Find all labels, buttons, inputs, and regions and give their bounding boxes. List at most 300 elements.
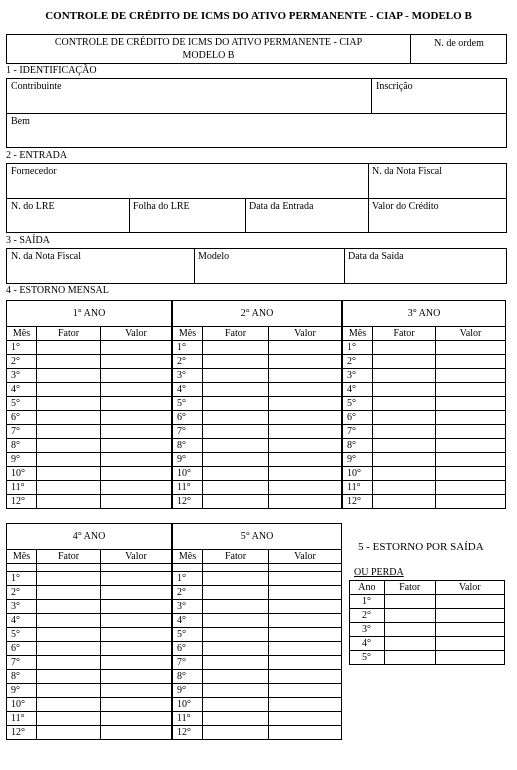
valor-cell[interactable] bbox=[435, 637, 504, 651]
table-row bbox=[7, 369, 172, 383]
fator-cell[interactable] bbox=[373, 481, 436, 495]
valor-cell[interactable] bbox=[101, 355, 172, 369]
fator-cell[interactable] bbox=[37, 341, 101, 355]
month-cell: 9° bbox=[7, 453, 37, 467]
fator-cell[interactable] bbox=[203, 341, 269, 355]
fator-cell[interactable] bbox=[203, 383, 269, 397]
ano-cell: 5° bbox=[350, 651, 385, 665]
month-cell: 5° bbox=[7, 628, 37, 642]
header-title-line1: CONTROLE DE CRÉDITO DE ICMS DO ATIVO PERMANENTE - CIAP bbox=[54, 37, 363, 48]
month-cell: 7° bbox=[173, 656, 203, 670]
col-valor: Valor bbox=[101, 327, 172, 341]
col-fator: Fator bbox=[373, 327, 436, 341]
valor-cell[interactable] bbox=[436, 467, 506, 481]
table-row bbox=[173, 383, 342, 397]
col-divider bbox=[371, 79, 372, 113]
valor-cell[interactable] bbox=[269, 614, 342, 628]
table-row bbox=[7, 726, 172, 740]
month-cell: 8° bbox=[7, 670, 37, 684]
fator-cell[interactable] bbox=[203, 481, 269, 495]
fator-cell[interactable] bbox=[203, 712, 269, 726]
table-row bbox=[7, 572, 172, 586]
table-row bbox=[7, 712, 172, 726]
valor-cell[interactable] bbox=[269, 341, 342, 355]
col-divider bbox=[245, 198, 246, 232]
valor-cell[interactable] bbox=[269, 572, 342, 586]
spacer-cell bbox=[7, 564, 37, 572]
fator-cell[interactable] bbox=[203, 397, 269, 411]
valor-cell[interactable] bbox=[269, 628, 342, 642]
table-row bbox=[343, 425, 506, 439]
fator-cell[interactable] bbox=[37, 642, 101, 656]
valor-cell[interactable] bbox=[435, 651, 504, 665]
valor-cell[interactable] bbox=[269, 600, 342, 614]
valor-cell[interactable] bbox=[269, 397, 342, 411]
table-row bbox=[350, 609, 505, 623]
year-heading: 5° ANO bbox=[173, 524, 342, 550]
fator-cell[interactable] bbox=[373, 495, 436, 509]
month-cell: 5° bbox=[173, 397, 203, 411]
year-heading: 1° ANO bbox=[7, 301, 172, 327]
data-entrada-field[interactable]: Data da Entrada bbox=[249, 201, 314, 212]
fator-cell[interactable] bbox=[37, 369, 101, 383]
fator-cell[interactable] bbox=[384, 595, 435, 609]
identificacao-box bbox=[6, 78, 507, 148]
table-row bbox=[7, 600, 172, 614]
fator-cell[interactable] bbox=[203, 642, 269, 656]
month-cell: 2° bbox=[173, 355, 203, 369]
valor-cell[interactable] bbox=[435, 609, 504, 623]
page-title: CONTROLE DE CRÉDITO DE ICMS DO ATIVO PERMANENTE - CIAP - MODELO B bbox=[45, 10, 472, 22]
fator-cell[interactable] bbox=[37, 614, 101, 628]
month-cell: 12° bbox=[7, 495, 37, 509]
month-cell: 7° bbox=[7, 425, 37, 439]
valor-cell[interactable] bbox=[101, 467, 172, 481]
month-cell: 1° bbox=[343, 341, 373, 355]
valor-cell[interactable] bbox=[101, 712, 172, 726]
fator-cell[interactable] bbox=[37, 397, 101, 411]
valor-cell[interactable] bbox=[101, 341, 172, 355]
table-row bbox=[7, 425, 172, 439]
month-cell: 3° bbox=[173, 369, 203, 383]
month-cell: 6° bbox=[7, 642, 37, 656]
table-row bbox=[7, 439, 172, 453]
fator-cell[interactable] bbox=[37, 383, 101, 397]
contribuinte-field[interactable]: Contribuinte bbox=[11, 81, 62, 92]
valor-cell[interactable] bbox=[436, 481, 506, 495]
col-divider bbox=[194, 249, 195, 283]
valor-cell[interactable] bbox=[269, 453, 342, 467]
valor-cell[interactable] bbox=[101, 628, 172, 642]
col-valor: Valor bbox=[269, 550, 342, 564]
fator-cell[interactable] bbox=[37, 467, 101, 481]
month-cell: 5° bbox=[343, 397, 373, 411]
table-row bbox=[173, 684, 342, 698]
fator-cell[interactable] bbox=[203, 614, 269, 628]
fator-cell[interactable] bbox=[203, 495, 269, 509]
valor-cell[interactable] bbox=[101, 481, 172, 495]
valor-cell[interactable] bbox=[269, 369, 342, 383]
table-row bbox=[343, 383, 506, 397]
month-cell: 12° bbox=[173, 726, 203, 740]
table-row bbox=[343, 341, 506, 355]
valor-cell[interactable] bbox=[269, 684, 342, 698]
table-row bbox=[173, 355, 342, 369]
fator-cell[interactable] bbox=[373, 453, 436, 467]
valor-cell[interactable] bbox=[101, 726, 172, 740]
month-cell: 1° bbox=[7, 341, 37, 355]
fator-cell[interactable] bbox=[373, 397, 436, 411]
fator-cell[interactable] bbox=[373, 411, 436, 425]
table-row bbox=[343, 467, 506, 481]
section-estorno-mensal: 4 - ESTORNO MENSAL bbox=[6, 285, 109, 296]
valor-cell[interactable] bbox=[101, 411, 172, 425]
fator-cell[interactable] bbox=[37, 586, 101, 600]
valor-cell[interactable] bbox=[101, 670, 172, 684]
valor-cell[interactable] bbox=[436, 355, 506, 369]
month-cell: 7° bbox=[173, 425, 203, 439]
valor-cell[interactable] bbox=[436, 425, 506, 439]
table-row bbox=[173, 698, 342, 712]
fator-cell[interactable] bbox=[203, 439, 269, 453]
fator-cell[interactable] bbox=[203, 467, 269, 481]
year-heading: 4° ANO bbox=[7, 524, 172, 550]
entrada-box bbox=[6, 163, 507, 233]
section-perda-line1: 5 - ESTORNO POR SAÍDA bbox=[358, 541, 484, 553]
valor-cell[interactable] bbox=[101, 439, 172, 453]
perda-table bbox=[349, 580, 505, 665]
valor-cell[interactable] bbox=[436, 439, 506, 453]
month-cell: 3° bbox=[343, 369, 373, 383]
table-row bbox=[7, 698, 172, 712]
table-row bbox=[7, 411, 172, 425]
fator-cell[interactable] bbox=[37, 411, 101, 425]
col-fator: Fator bbox=[203, 550, 269, 564]
fator-cell[interactable] bbox=[373, 467, 436, 481]
month-cell: 6° bbox=[7, 411, 37, 425]
header-title-line2: MODELO B bbox=[182, 50, 235, 61]
fator-cell[interactable] bbox=[373, 369, 436, 383]
month-cell: 3° bbox=[173, 600, 203, 614]
col-fator: Fator bbox=[37, 327, 101, 341]
table-row bbox=[173, 670, 342, 684]
table-row bbox=[7, 383, 172, 397]
valor-cell[interactable] bbox=[435, 623, 504, 637]
table-row bbox=[173, 712, 342, 726]
table-row bbox=[343, 439, 506, 453]
valor-cell[interactable] bbox=[269, 425, 342, 439]
valor-cell[interactable] bbox=[269, 495, 342, 509]
nota-fiscal-saida-field[interactable]: N. da Nota Fiscal bbox=[11, 251, 81, 262]
spacer-cell bbox=[37, 564, 101, 572]
perda-col-fator: Fator bbox=[384, 581, 435, 595]
data-saida-field[interactable]: Data da Saída bbox=[348, 251, 404, 262]
table-row bbox=[350, 595, 505, 609]
table-row bbox=[173, 600, 342, 614]
fator-cell[interactable] bbox=[37, 656, 101, 670]
col-mes: Mês bbox=[173, 327, 203, 341]
fator-cell[interactable] bbox=[203, 698, 269, 712]
row-divider bbox=[7, 113, 506, 114]
month-cell: 2° bbox=[7, 586, 37, 600]
fator-cell[interactable] bbox=[37, 670, 101, 684]
fator-cell[interactable] bbox=[373, 355, 436, 369]
month-cell: 4° bbox=[7, 383, 37, 397]
table-row bbox=[173, 439, 342, 453]
month-cell: 10° bbox=[173, 698, 203, 712]
inscricao-field[interactable]: Inscrição bbox=[376, 81, 413, 92]
table-row bbox=[343, 453, 506, 467]
col-valor: Valor bbox=[436, 327, 506, 341]
bem-field[interactable]: Bem bbox=[11, 116, 30, 127]
month-cell: 9° bbox=[7, 684, 37, 698]
saida-box bbox=[6, 248, 507, 284]
table-row bbox=[7, 341, 172, 355]
fator-cell[interactable] bbox=[37, 439, 101, 453]
col-mes: Mês bbox=[173, 550, 203, 564]
spacer-cell bbox=[269, 564, 342, 572]
month-cell: 8° bbox=[7, 439, 37, 453]
valor-cell[interactable] bbox=[269, 698, 342, 712]
fator-cell[interactable] bbox=[37, 600, 101, 614]
fator-cell[interactable] bbox=[37, 628, 101, 642]
section-entrada: 2 - ENTRADA bbox=[6, 150, 68, 161]
month-cell: 8° bbox=[173, 439, 203, 453]
row-divider bbox=[7, 198, 506, 199]
month-cell: 12° bbox=[343, 495, 373, 509]
year-table-5 bbox=[172, 523, 342, 740]
valor-cell[interactable] bbox=[269, 726, 342, 740]
month-cell: 6° bbox=[173, 411, 203, 425]
valor-cell[interactable] bbox=[101, 397, 172, 411]
table-row bbox=[350, 637, 505, 651]
table-row bbox=[350, 651, 505, 665]
fator-cell[interactable] bbox=[37, 684, 101, 698]
col-valor: Valor bbox=[269, 327, 342, 341]
valor-cell[interactable] bbox=[436, 369, 506, 383]
valor-cell[interactable] bbox=[101, 369, 172, 383]
fator-cell[interactable] bbox=[37, 425, 101, 439]
table-row bbox=[343, 397, 506, 411]
year-table-1 bbox=[6, 300, 172, 509]
month-cell: 8° bbox=[173, 670, 203, 684]
table-row bbox=[7, 495, 172, 509]
valor-credito-field[interactable]: Valor do Crédito bbox=[372, 201, 439, 212]
fator-cell[interactable] bbox=[203, 628, 269, 642]
fator-cell[interactable] bbox=[203, 586, 269, 600]
table-row bbox=[173, 481, 342, 495]
valor-cell[interactable] bbox=[101, 453, 172, 467]
table-row bbox=[7, 642, 172, 656]
modelo-field[interactable]: Modelo bbox=[198, 251, 230, 262]
table-row bbox=[7, 467, 172, 481]
fator-cell[interactable] bbox=[373, 341, 436, 355]
month-cell: 1° bbox=[173, 341, 203, 355]
fator-cell[interactable] bbox=[203, 656, 269, 670]
fator-cell[interactable] bbox=[37, 453, 101, 467]
valor-cell[interactable] bbox=[101, 572, 172, 586]
col-mes: Mês bbox=[7, 327, 37, 341]
month-cell: 7° bbox=[7, 656, 37, 670]
month-cell: 10° bbox=[7, 467, 37, 481]
fator-cell[interactable] bbox=[384, 609, 435, 623]
valor-cell[interactable] bbox=[436, 453, 506, 467]
month-cell: 8° bbox=[343, 439, 373, 453]
fator-cell[interactable] bbox=[203, 600, 269, 614]
year-heading: 2° ANO bbox=[173, 301, 342, 327]
fator-cell[interactable] bbox=[384, 651, 435, 665]
valor-cell[interactable] bbox=[269, 411, 342, 425]
valor-cell[interactable] bbox=[436, 495, 506, 509]
table-row bbox=[7, 586, 172, 600]
month-cell: 3° bbox=[7, 600, 37, 614]
table-row bbox=[7, 355, 172, 369]
table-row bbox=[173, 572, 342, 586]
table-row bbox=[343, 481, 506, 495]
fator-cell[interactable] bbox=[37, 481, 101, 495]
col-mes: Mês bbox=[7, 550, 37, 564]
month-cell: 2° bbox=[7, 355, 37, 369]
valor-cell[interactable] bbox=[269, 656, 342, 670]
fator-cell[interactable] bbox=[37, 355, 101, 369]
valor-cell[interactable] bbox=[101, 656, 172, 670]
table-row bbox=[173, 726, 342, 740]
lre-field[interactable]: N. do LRE bbox=[11, 201, 55, 212]
year-heading: 3° ANO bbox=[343, 301, 506, 327]
table-row bbox=[173, 467, 342, 481]
fator-cell[interactable] bbox=[203, 411, 269, 425]
valor-cell[interactable] bbox=[101, 684, 172, 698]
valor-cell[interactable] bbox=[101, 495, 172, 509]
month-cell: 11° bbox=[7, 481, 37, 495]
section-saida: 3 - SAÍDA bbox=[6, 235, 50, 246]
valor-cell[interactable] bbox=[436, 397, 506, 411]
table-row bbox=[343, 355, 506, 369]
table-row bbox=[173, 628, 342, 642]
folha-lre-field[interactable]: Folha do LRE bbox=[133, 201, 190, 212]
section-identificacao: 1 - IDENTIFICAÇÃO bbox=[6, 65, 97, 76]
year-table-2 bbox=[172, 300, 342, 509]
valor-cell[interactable] bbox=[101, 425, 172, 439]
valor-cell[interactable] bbox=[269, 670, 342, 684]
table-row bbox=[173, 341, 342, 355]
table-row bbox=[7, 453, 172, 467]
ano-cell: 3° bbox=[350, 623, 385, 637]
month-cell: 6° bbox=[343, 411, 373, 425]
table-row bbox=[343, 411, 506, 425]
valor-cell[interactable] bbox=[436, 383, 506, 397]
fator-cell[interactable] bbox=[203, 355, 269, 369]
table-row bbox=[173, 411, 342, 425]
year-table-4 bbox=[6, 523, 172, 740]
valor-cell[interactable] bbox=[101, 383, 172, 397]
valor-cell[interactable] bbox=[101, 600, 172, 614]
valor-cell[interactable] bbox=[269, 481, 342, 495]
section-perda-line2: OU PERDA bbox=[354, 567, 404, 578]
valor-cell[interactable] bbox=[269, 467, 342, 481]
table-row bbox=[173, 369, 342, 383]
valor-cell[interactable] bbox=[269, 642, 342, 656]
table-row bbox=[350, 623, 505, 637]
table-row bbox=[7, 628, 172, 642]
col-mes: Mês bbox=[343, 327, 373, 341]
perda-col-valor: Valor bbox=[435, 581, 504, 595]
valor-cell[interactable] bbox=[436, 411, 506, 425]
valor-cell[interactable] bbox=[101, 614, 172, 628]
fator-cell[interactable] bbox=[203, 572, 269, 586]
nota-fiscal-entrada-field[interactable]: N. da Nota Fiscal bbox=[372, 166, 442, 177]
valor-cell[interactable] bbox=[101, 586, 172, 600]
valor-cell[interactable] bbox=[269, 586, 342, 600]
valor-cell[interactable] bbox=[269, 712, 342, 726]
fator-cell[interactable] bbox=[384, 623, 435, 637]
month-cell: 7° bbox=[343, 425, 373, 439]
fator-cell[interactable] bbox=[203, 670, 269, 684]
month-cell: 4° bbox=[173, 383, 203, 397]
valor-cell[interactable] bbox=[269, 355, 342, 369]
fator-cell[interactable] bbox=[373, 383, 436, 397]
fator-cell[interactable] bbox=[37, 726, 101, 740]
month-cell: 1° bbox=[173, 572, 203, 586]
month-cell: 10° bbox=[173, 467, 203, 481]
col-fator: Fator bbox=[203, 327, 269, 341]
fator-cell[interactable] bbox=[384, 637, 435, 651]
fator-cell[interactable] bbox=[37, 698, 101, 712]
month-cell: 5° bbox=[173, 628, 203, 642]
fator-cell[interactable] bbox=[203, 425, 269, 439]
col-divider bbox=[344, 249, 345, 283]
valor-cell[interactable] bbox=[435, 595, 504, 609]
month-cell: 11° bbox=[173, 712, 203, 726]
fator-cell[interactable] bbox=[37, 712, 101, 726]
month-cell: 12° bbox=[173, 495, 203, 509]
fator-cell[interactable] bbox=[373, 439, 436, 453]
fator-cell[interactable] bbox=[37, 572, 101, 586]
month-cell: 5° bbox=[7, 397, 37, 411]
fator-cell[interactable] bbox=[37, 495, 101, 509]
table-row bbox=[173, 397, 342, 411]
month-cell: 9° bbox=[173, 684, 203, 698]
month-cell: 1° bbox=[7, 572, 37, 586]
table-row bbox=[7, 397, 172, 411]
valor-cell[interactable] bbox=[436, 341, 506, 355]
table-row bbox=[173, 656, 342, 670]
month-cell: 2° bbox=[173, 586, 203, 600]
fator-cell[interactable] bbox=[203, 453, 269, 467]
month-cell: 11° bbox=[7, 712, 37, 726]
valor-cell[interactable] bbox=[101, 698, 172, 712]
month-cell: 4° bbox=[7, 614, 37, 628]
valor-cell[interactable] bbox=[269, 439, 342, 453]
month-cell: 11° bbox=[173, 481, 203, 495]
fator-cell[interactable] bbox=[203, 684, 269, 698]
fator-cell[interactable] bbox=[203, 369, 269, 383]
table-row bbox=[173, 453, 342, 467]
col-fator: Fator bbox=[37, 550, 101, 564]
valor-cell[interactable] bbox=[101, 642, 172, 656]
ano-cell: 4° bbox=[350, 637, 385, 651]
spacer-cell bbox=[173, 564, 203, 572]
month-cell: 2° bbox=[343, 355, 373, 369]
fornecedor-field[interactable]: Fornecedor bbox=[11, 166, 57, 177]
ano-cell: 2° bbox=[350, 609, 385, 623]
valor-cell[interactable] bbox=[269, 383, 342, 397]
fator-cell[interactable] bbox=[203, 726, 269, 740]
table-row bbox=[7, 684, 172, 698]
perda-col-ano: Ano bbox=[350, 581, 385, 595]
header-box bbox=[6, 34, 507, 64]
fator-cell[interactable] bbox=[373, 425, 436, 439]
